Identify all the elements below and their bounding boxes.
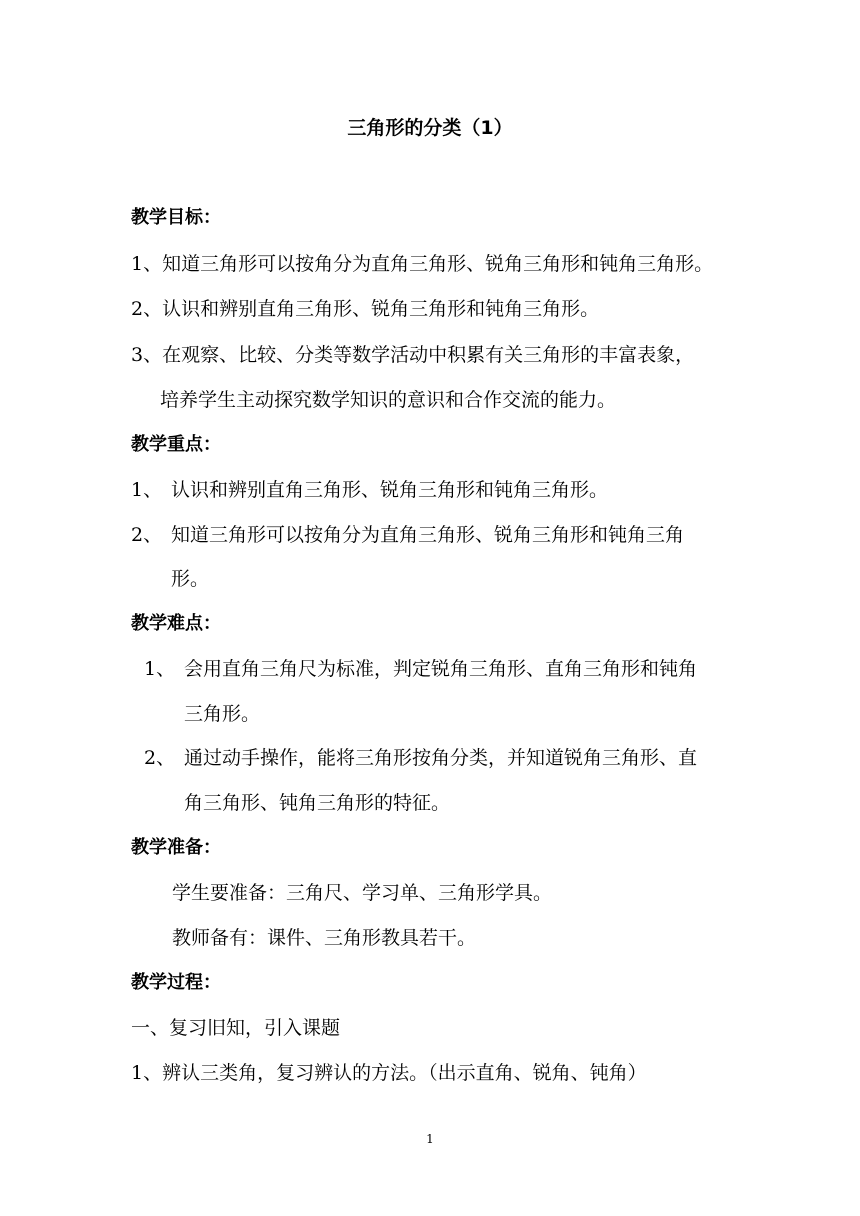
preparation-item-teacher: 教师备有：课件、三角形教具若干。 [172,927,477,949]
list-number: 2、 [131,524,163,546]
difficulty-item-1-continuation: 三角形。 [184,703,261,725]
objective-item-3-continuation: 培养学生主动探究数学知识的意识和合作交流的能力。 [160,389,617,411]
objective-item-2: 2、认识和辨别直角三角形、锐角三角形和钝角三角形。 [131,298,600,320]
process-heading: 教学过程： [131,972,221,993]
preparation-heading: 教学准备： [131,837,221,858]
preparation-item-students: 学生要准备：三角尺、学习单、三角形学具。 [172,882,553,904]
list-number: 1、 [131,479,163,501]
objectives-heading: 教学目标： [131,207,221,228]
key-points-heading: 教学重点： [131,434,221,455]
list-text: 通过动手操作，能将三角形按角分类，并知道锐角三角形、直 [184,747,698,769]
difficulty-item-2 [144,746,697,770]
key-point-item-2-continuation: 形。 [171,568,210,590]
process-item-2: 1、辨认三类角，复习辨认的方法。（出示直角、锐角、钝角） [131,1062,647,1084]
list-text: 认识和辨别直角三角形、锐角三角形和钝角三角形。 [171,479,609,501]
difficulties-heading: 教学难点： [131,613,221,634]
objective-item-3: 3、在观察、比较、分类等数学活动中积累有关三角形的丰富表象， [131,344,695,366]
objective-item-1: 1、知道三角形可以按角分为直角三角形、锐角三角形和钝角三角形。 [131,253,714,275]
list-number: 1、 [144,658,176,680]
list-text: 会用直角三角尺为标准，判定锐角三角形、直角三角形和钝角 [184,658,698,680]
list-number: 2、 [144,747,176,769]
page-number: 1 [426,1132,434,1146]
difficulty-item-2-continuation: 角三角形、钝角三角形的特征。 [184,792,451,814]
page-title: 三角形的分类（1） [347,117,513,139]
difficulty-item-1 [144,657,697,681]
key-point-item-2 [131,523,684,547]
list-text: 知道三角形可以按角分为直角三角形、锐角三角形和钝角三角 [171,524,685,546]
process-item-1: 一、复习旧知，引入课题 [131,1017,341,1039]
key-point-item-1 [131,478,608,502]
